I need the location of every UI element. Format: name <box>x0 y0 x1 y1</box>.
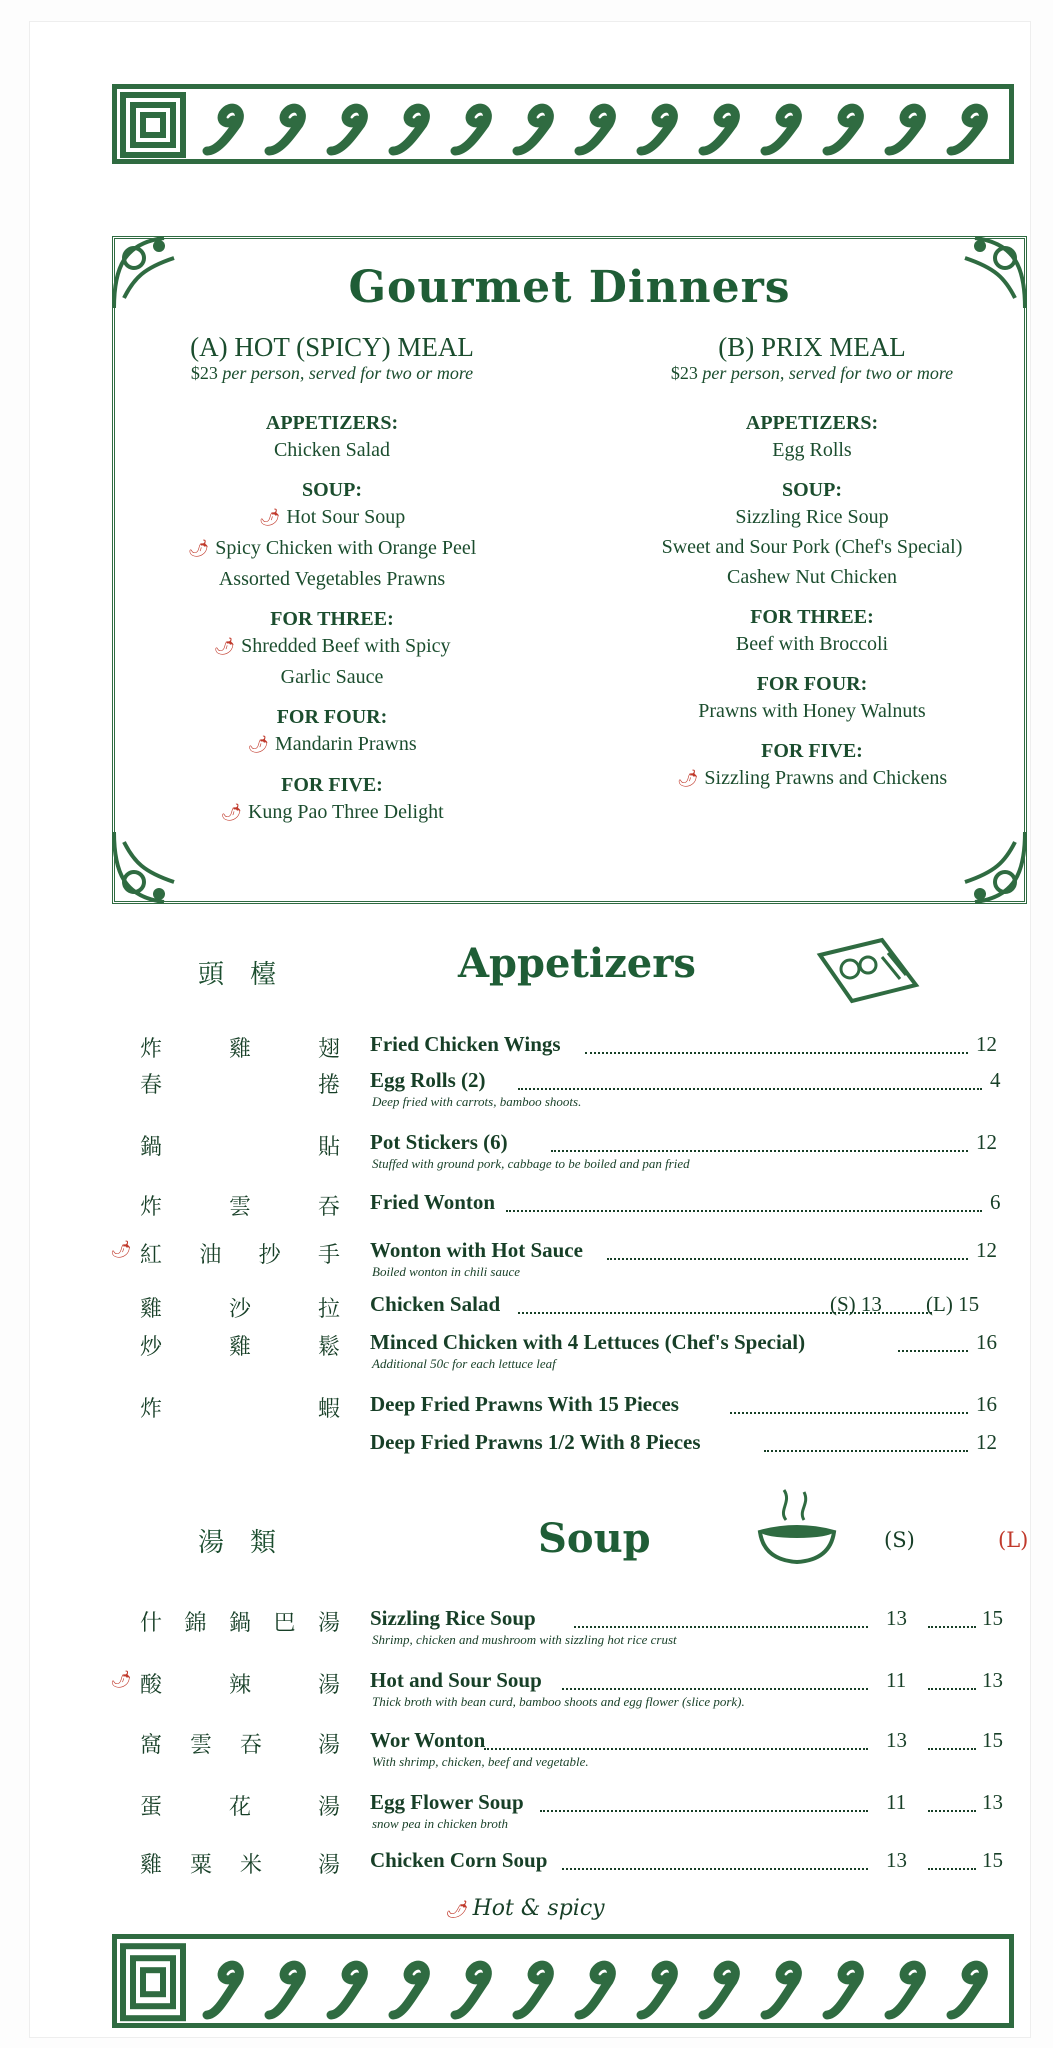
course-item-text: Chicken Salad <box>273 439 391 461</box>
chinese-char: 雞 <box>140 1296 163 1321</box>
chili-pepper-icon: 🌶 <box>110 1240 132 1259</box>
chinese-char: 錦 <box>184 1610 207 1635</box>
meal-b-name: (B) PRIX MEAL <box>718 332 906 362</box>
chinese-char: 蛋 <box>140 1794 163 1819</box>
leader-dots <box>562 1868 868 1870</box>
chinese-char: 巴 <box>273 1610 296 1635</box>
meal-b-price <box>612 363 1012 384</box>
wave-scroll-icon <box>579 1965 611 2015</box>
dish-name: Sizzling Rice Soup <box>370 1606 536 1630</box>
chinese-name <box>140 1606 340 1637</box>
chinese-char: 拉 <box>317 1296 340 1321</box>
leader-dots <box>928 1868 976 1870</box>
dish-price: 12 <box>976 1130 997 1154</box>
course-item-text: Egg Rolls <box>772 439 852 461</box>
dish-description: With shrimp, chicken, beef and vegetable. <box>372 1754 589 1769</box>
wave-scroll-icon <box>331 108 363 151</box>
course-item-text: Sizzling Rice Soup <box>735 506 889 528</box>
appetizers-title: Appetizers <box>458 940 696 987</box>
leader-dots <box>928 1810 976 1812</box>
chinese-char: 捲 <box>317 1072 340 1097</box>
course-item <box>612 502 1012 532</box>
leader-dots <box>551 1150 968 1152</box>
soup-row <box>110 1668 1020 1709</box>
course-heading: FOR FIVE: <box>281 774 383 796</box>
chinese-name <box>140 1190 340 1221</box>
wave-pattern-top <box>117 89 1009 159</box>
dish-description: Shrimp, chicken and mushroom with sizzling hot rice crust <box>372 1632 677 1647</box>
chili-pepper-icon: 🌶 <box>676 769 699 788</box>
course-heading: SOUP: <box>782 479 842 501</box>
chinese-char: 雲 <box>228 1194 251 1219</box>
dish-description: Additional 50c for each lettuce leaf <box>372 1356 556 1371</box>
wave-scroll-icon <box>765 108 797 151</box>
appetizer-row <box>110 1238 1020 1279</box>
chinese-char: 雞 <box>228 1334 251 1359</box>
course-item <box>152 729 512 760</box>
course-item-text: Sizzling Prawns and Chickens <box>704 767 948 789</box>
course-item-text: Mandarin Prawns <box>274 733 417 755</box>
course-item <box>612 763 1012 794</box>
leader-dots <box>540 1810 868 1812</box>
dish-name: Fried Chicken Wings <box>370 1032 561 1056</box>
wave-scroll-icon <box>269 1965 301 2015</box>
dish-name: Wonton with Hot Sauce <box>370 1238 583 1262</box>
soup-row <box>140 1848 1020 1888</box>
wave-scroll-icon <box>889 1965 921 2015</box>
leader-dots <box>607 1258 968 1260</box>
course-heading: FOR THREE: <box>750 606 874 628</box>
chinese-char: 湯 <box>317 1610 340 1635</box>
soup-title: Soup <box>538 1515 651 1562</box>
wave-scroll-icon <box>827 1965 859 2015</box>
wave-scroll-icon <box>641 108 673 151</box>
chinese-name <box>140 1292 340 1323</box>
course-item <box>612 629 1012 659</box>
appetizer-row <box>140 1292 1020 1332</box>
top-border-band <box>112 84 1014 164</box>
leader-dots <box>764 1450 968 1452</box>
wave-scroll-icon <box>331 1965 363 2015</box>
leader-dots <box>518 1088 982 1090</box>
soup-price-large: 13 <box>982 1790 1003 1814</box>
course-item-text: Shredded Beef with Spicy <box>241 635 451 657</box>
dish-price-small: (S) 13 <box>830 1292 882 1316</box>
soup-row <box>140 1790 1020 1830</box>
dish-description: Thick broth with bean curd, bamboo shoots and egg flower (slice pork). <box>372 1694 745 1709</box>
course-heading: APPETIZERS: <box>265 412 399 434</box>
appetizer-row <box>140 1190 1020 1230</box>
soup-price-large: 13 <box>982 1668 1003 1692</box>
chili-pepper-icon: 🌶 <box>110 1670 132 1689</box>
chinese-char: 蝦 <box>317 1396 340 1421</box>
course-item <box>152 662 512 692</box>
chinese-char: 鍋 <box>228 1610 251 1635</box>
appetizer-row <box>140 1068 1020 1108</box>
gourmet-dinners-frame <box>112 236 1027 904</box>
course-item <box>612 696 1012 726</box>
chinese-char: 雞 <box>140 1852 163 1877</box>
appetizer-row <box>140 1130 1020 1170</box>
wave-scroll-icon <box>393 1965 425 2015</box>
chinese-char: 油 <box>199 1242 222 1267</box>
chinese-name <box>140 1790 340 1821</box>
dish-price: 6 <box>990 1190 1001 1214</box>
course-item-text: Beef with Broccoli <box>735 633 889 655</box>
soup-price-small: 11 <box>886 1668 907 1692</box>
appetizer-row <box>140 1032 1020 1072</box>
soup-bowl-icon <box>752 1480 842 1570</box>
leader-dots <box>928 1626 976 1628</box>
chinese-char: 湯 <box>317 1732 340 1757</box>
soup-price-large: 15 <box>982 1848 1003 1872</box>
wave-scroll-icon <box>703 108 735 151</box>
course-item-text: Hot Sour Soup <box>286 506 406 528</box>
square-knot-icon <box>123 95 183 155</box>
course-heading: SOUP: <box>302 479 362 501</box>
chinese-char: 炒 <box>140 1334 163 1359</box>
wave-scroll-icon <box>951 108 983 151</box>
wave-scroll-icon <box>765 1965 797 2015</box>
soup-price-small: 13 <box>886 1848 907 1872</box>
chinese-char: 窩 <box>140 1732 163 1757</box>
dish-price: 16 <box>976 1330 997 1354</box>
chinese-char: 花 <box>228 1794 251 1819</box>
dish-name: Fried Wonton <box>370 1190 496 1214</box>
wave-scroll-icon <box>641 1965 673 2015</box>
soup-price-small: 13 <box>886 1728 907 1752</box>
leader-dots <box>730 1412 968 1414</box>
meal-a-price-value: $23 <box>190 363 218 383</box>
chinese-char: 炸 <box>140 1194 163 1219</box>
leader-dots <box>928 1688 976 1690</box>
meal-b-price-value: $23 <box>670 363 698 383</box>
dish-price: 12 <box>976 1032 997 1056</box>
appetizer-row <box>140 1430 1020 1470</box>
chinese-char: 鬆 <box>317 1334 340 1359</box>
chinese-char: 抄 <box>258 1242 281 1267</box>
dish-name: Deep Fried Prawns With 15 Pieces <box>370 1392 679 1416</box>
wave-scroll-icon <box>455 1965 487 2015</box>
chinese-char: 貼 <box>317 1134 340 1159</box>
meal-b-column <box>612 332 1012 794</box>
course-item <box>152 435 512 465</box>
chinese-name <box>140 1068 340 1099</box>
chinese-char: 炸 <box>140 1396 163 1421</box>
floral-corner-icon <box>104 822 194 912</box>
dish-name: Minced Chicken with 4 Lettuces (Chef's Special) <box>370 1330 806 1354</box>
leader-dots <box>898 1350 968 1352</box>
chinese-char: 米 <box>240 1852 263 1877</box>
chili-pepper-icon: 🌶 <box>213 637 236 656</box>
chinese-char: 沙 <box>228 1296 251 1321</box>
meal-a-price-note: per person, served for two or more <box>222 363 474 383</box>
dish-description: Boiled wonton in chili sauce <box>372 1264 521 1279</box>
dish-name: Egg Flower Soup <box>370 1790 524 1814</box>
chinese-name <box>140 1130 340 1161</box>
chinese-name <box>140 1848 340 1879</box>
soup-title-zh: 湯類 <box>198 1528 303 1558</box>
appetizer-plate-icon <box>812 935 922 1005</box>
course-item <box>152 631 512 662</box>
chili-pepper-icon: 🌶 <box>445 1900 467 1920</box>
meal-a-name: (A) HOT (SPICY) MEAL <box>190 332 474 362</box>
course-item-text: Assorted Vegetables Prawns <box>218 568 446 590</box>
course-item-text: Prawns with Honey Walnuts <box>698 700 926 722</box>
appetizers-title-zh: 頭檯 <box>198 960 303 990</box>
wave-scroll-icon <box>207 108 239 151</box>
chinese-char: 手 <box>317 1242 340 1267</box>
leader-dots <box>574 1626 868 1628</box>
leader-dots <box>484 1748 868 1750</box>
leader-dots <box>562 1688 868 1690</box>
wave-scroll-icon <box>455 108 487 151</box>
chinese-char: 湯 <box>317 1852 340 1877</box>
soup-price-small: 13 <box>886 1606 907 1630</box>
chinese-name <box>140 1392 340 1423</box>
course-item-text: Sweet and Sour Pork (Chef's Special) <box>661 536 963 558</box>
course-item <box>612 435 1012 465</box>
chinese-char: 粟 <box>190 1852 213 1877</box>
appetizer-row <box>140 1330 1020 1370</box>
chinese-char: 湯 <box>317 1672 340 1697</box>
course-item <box>152 533 512 564</box>
dish-name: Hot and Sour Soup <box>370 1668 542 1692</box>
chinese-char: 春 <box>140 1072 163 1097</box>
meal-b-price-note: per person, served for two or more <box>702 363 954 383</box>
course-item <box>612 532 1012 562</box>
course-item <box>152 502 512 533</box>
dish-price: 12 <box>976 1430 997 1454</box>
chinese-char: 辣 <box>228 1672 251 1697</box>
course-item <box>612 562 1012 592</box>
chili-pepper-icon: 🌶 <box>220 803 242 822</box>
chinese-char: 雲 <box>190 1732 213 1757</box>
dish-name: Wor Wonton <box>370 1728 486 1752</box>
chili-pepper-icon: 🌶 <box>258 508 281 527</box>
wave-scroll-icon <box>579 108 611 151</box>
chinese-char: 酸 <box>140 1672 163 1697</box>
chinese-name <box>140 1728 340 1759</box>
chinese-char: 炸 <box>140 1036 163 1061</box>
chinese-char: 翅 <box>317 1036 340 1061</box>
course-heading: FOR FOUR: <box>756 673 868 695</box>
course-item <box>152 797 512 828</box>
course-item-text: Kung Pao Three Delight <box>247 801 444 823</box>
dish-description: Deep fried with carrots, bamboo shoots. <box>372 1094 582 1109</box>
soup-small-header: (S) <box>884 1528 915 1552</box>
gourmet-dinners-title: Gourmet Dinners <box>348 262 791 313</box>
course-item-text: Cashew Nut Chicken <box>727 566 897 588</box>
chinese-char: 鍋 <box>140 1134 163 1159</box>
legend-text: Hot & spicy <box>472 1896 605 1921</box>
soup-price-large: 15 <box>982 1728 1003 1752</box>
course-item-text: Garlic Sauce <box>280 666 384 688</box>
chinese-name <box>140 1668 340 1699</box>
wave-scroll-icon <box>269 108 301 151</box>
wave-scroll-icon <box>517 108 549 151</box>
course-heading: FOR FOUR: <box>276 706 388 728</box>
wave-scroll-icon <box>517 1965 549 2015</box>
meal-a-column <box>152 332 512 828</box>
chinese-char: 湯 <box>317 1794 340 1819</box>
wave-scroll-icon <box>951 1965 983 2015</box>
wave-scroll-icon <box>827 108 859 151</box>
dish-price-large: (L) 15 <box>926 1292 980 1316</box>
dish-name: Egg Rolls (2) <box>370 1068 486 1092</box>
dish-description: snow pea in chicken broth <box>372 1816 508 1831</box>
leader-dots <box>585 1052 968 1054</box>
chinese-name <box>140 1330 340 1361</box>
chinese-name <box>140 1032 340 1063</box>
soup-large-header: (L) <box>998 1528 1029 1552</box>
leader-dots <box>506 1210 982 1212</box>
appetizer-row <box>140 1392 1020 1432</box>
soup-price-small: 11 <box>886 1790 907 1814</box>
dish-price: 4 <box>990 1068 1001 1092</box>
dish-name: Pot Stickers (6) <box>370 1130 508 1154</box>
course-heading: APPETIZERS: <box>745 412 879 434</box>
wave-scroll-icon <box>889 108 921 151</box>
leader-dots <box>928 1748 976 1750</box>
chinese-char: 紅 <box>140 1242 163 1267</box>
chinese-char: 吞 <box>317 1194 340 1219</box>
wave-scroll-icon <box>703 1965 735 2015</box>
meal-a-groups <box>152 412 512 828</box>
soup-row <box>140 1606 1020 1646</box>
course-item-text: Spicy Chicken with Orange Peel <box>215 537 477 559</box>
floral-corner-icon <box>945 822 1035 912</box>
dish-price: 12 <box>976 1238 997 1262</box>
wave-scroll-icon <box>393 108 425 151</box>
wave-pattern-bottom <box>117 1939 1009 2023</box>
soup-price-large: 15 <box>982 1606 1003 1630</box>
course-heading: FOR THREE: <box>270 608 394 630</box>
meal-b-groups <box>612 412 1012 794</box>
chinese-name <box>140 1238 340 1269</box>
soup-row <box>140 1728 1020 1768</box>
course-heading: FOR FIVE: <box>761 740 863 762</box>
square-knot-icon <box>123 1946 183 2018</box>
dish-name: Chicken Corn Soup <box>370 1848 548 1872</box>
chinese-char: 吞 <box>240 1732 263 1757</box>
hot-spicy-legend <box>445 1896 605 1921</box>
dish-name: Chicken Salad <box>370 1292 501 1316</box>
dish-description: Stuffed with ground pork, cabbage to be boiled and pan fried <box>372 1156 690 1171</box>
chili-pepper-icon: 🌶 <box>247 735 269 754</box>
chili-pepper-icon: 🌶 <box>187 539 210 558</box>
chinese-char: 什 <box>140 1610 163 1635</box>
chinese-char: 雞 <box>228 1036 251 1061</box>
dish-price: 16 <box>976 1392 997 1416</box>
course-item <box>152 564 512 594</box>
wave-scroll-icon <box>207 1965 239 2015</box>
bottom-border-band <box>112 1934 1014 2028</box>
meal-a-price <box>152 363 512 384</box>
dish-name: Deep Fried Prawns 1/2 With 8 Pieces <box>370 1430 701 1454</box>
